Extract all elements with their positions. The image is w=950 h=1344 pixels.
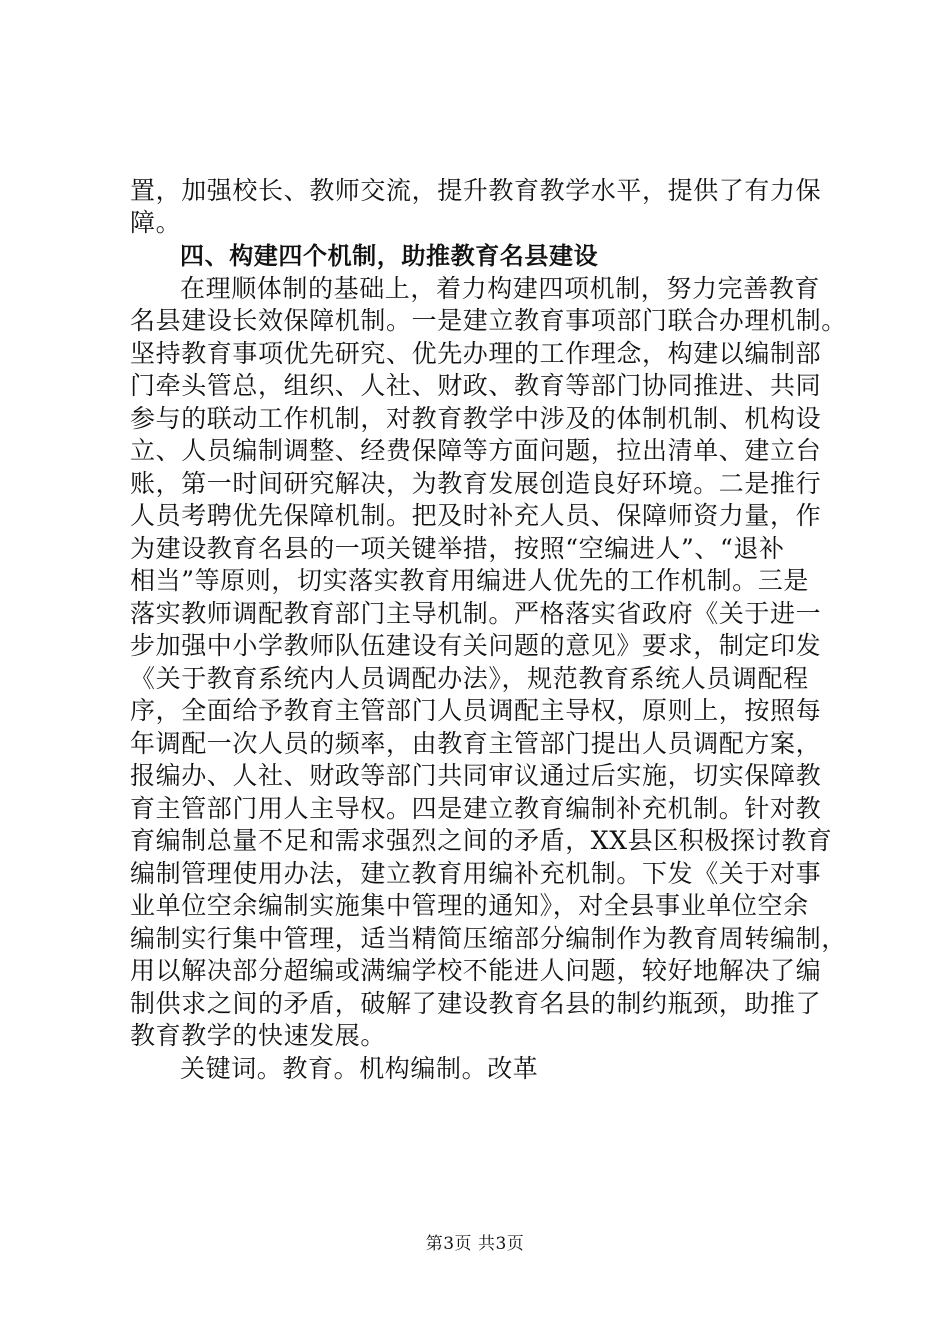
paragraph-line: 名县建设长效保障机制。一是建立教育事项部门联合办理机制。 (130, 306, 847, 335)
paragraph-line: 相当”等原则，切实落实教育用编进人优先的工作机制。三是 (130, 566, 809, 595)
paragraph-line: 参与的联动工作机制，对教育教学中涉及的体制机制、机构设 (130, 404, 822, 433)
paragraph-line: 育编制总量不足和需求强烈之间的矛盾，XX县区积极探讨教育 (130, 826, 833, 855)
paragraph-line: 编制实行集中管理，适当精简压缩部分编制作为教育周转编制， (130, 924, 847, 953)
paragraph-line: 门牵头管总，组织、人社、财政、教育等部门协同推进、共同 (130, 371, 822, 400)
paragraph-line: 年调配一次人员的频率，由教育主管部门提出人员调配方案， (130, 729, 822, 758)
page-number-footer: 第3页 共3页 (425, 1234, 525, 1254)
paragraph-line: 制供求之间的矛盾，破解了建设教育名县的制约瓶颈，助推了 (130, 989, 822, 1018)
paragraph-line: 序，全面给予教育主管部门人员调配主导权，原则上，按照每 (130, 696, 822, 725)
paragraph-line: 用以解决部分超编或满编学校不能进人问题，较好地解决了编 (130, 956, 822, 985)
paragraph-line: 育主管部门用人主导权。四是建立教育编制补充机制。针对教 (130, 794, 822, 823)
keywords-line: 关键词。教育。机构编制。改革 (180, 1054, 539, 1083)
paragraph-line: 人员考聘优先保障机制。把及时补充人员、保障师资力量，作 (130, 501, 822, 530)
paragraph-line: 业单位空余编制实施集中管理的通知》，对全县事业单位空余 (130, 891, 809, 920)
paragraph-line: 教育教学的快速发展。 (130, 1021, 387, 1050)
paragraph-line: 在理顺体制的基础上，着力构建四项机制，努力完善教育 (180, 274, 821, 303)
paragraph-line: 落实教师调配教育部门主导机制。严格落实省政府《关于进一 (130, 599, 822, 628)
paragraph-line: 步加强中小学教师队伍建设有关问题的意见》要求，制定印发 (130, 631, 822, 660)
paragraph-line: 坚持教育事项优先研究、优先办理的工作理念，构建以编制部 (130, 339, 822, 368)
paragraph-line: 为建设教育名县的一项关键举措，按照“空编进人”、“退补 (130, 534, 785, 563)
paragraph-line: 《关于教育系统内人员调配办法》，规范教育系统人员调配程 (130, 664, 809, 693)
paragraph-line: 账，第一时间研究解决，为教育发展创造良好环境。二是推行 (130, 469, 822, 498)
paragraph-line: 报编办、人社、财政等部门共同审议通过后实施，切实保障教 (130, 761, 822, 790)
paragraph-line: 立、人员编制调整、经费保障等方面问题，拉出清单、建立台 (130, 436, 822, 465)
paragraph-line: 置，加强校长、教师交流，提升教育教学水平，提供了有力保 (130, 176, 822, 205)
section-heading: 四、构建四个机制，助推教育名县建设 (180, 242, 599, 270)
paragraph-line: 编制管理使用办法，建立教育用编补充机制。下发《关于对事 (130, 859, 822, 888)
paragraph-line: 障。 (130, 208, 182, 237)
